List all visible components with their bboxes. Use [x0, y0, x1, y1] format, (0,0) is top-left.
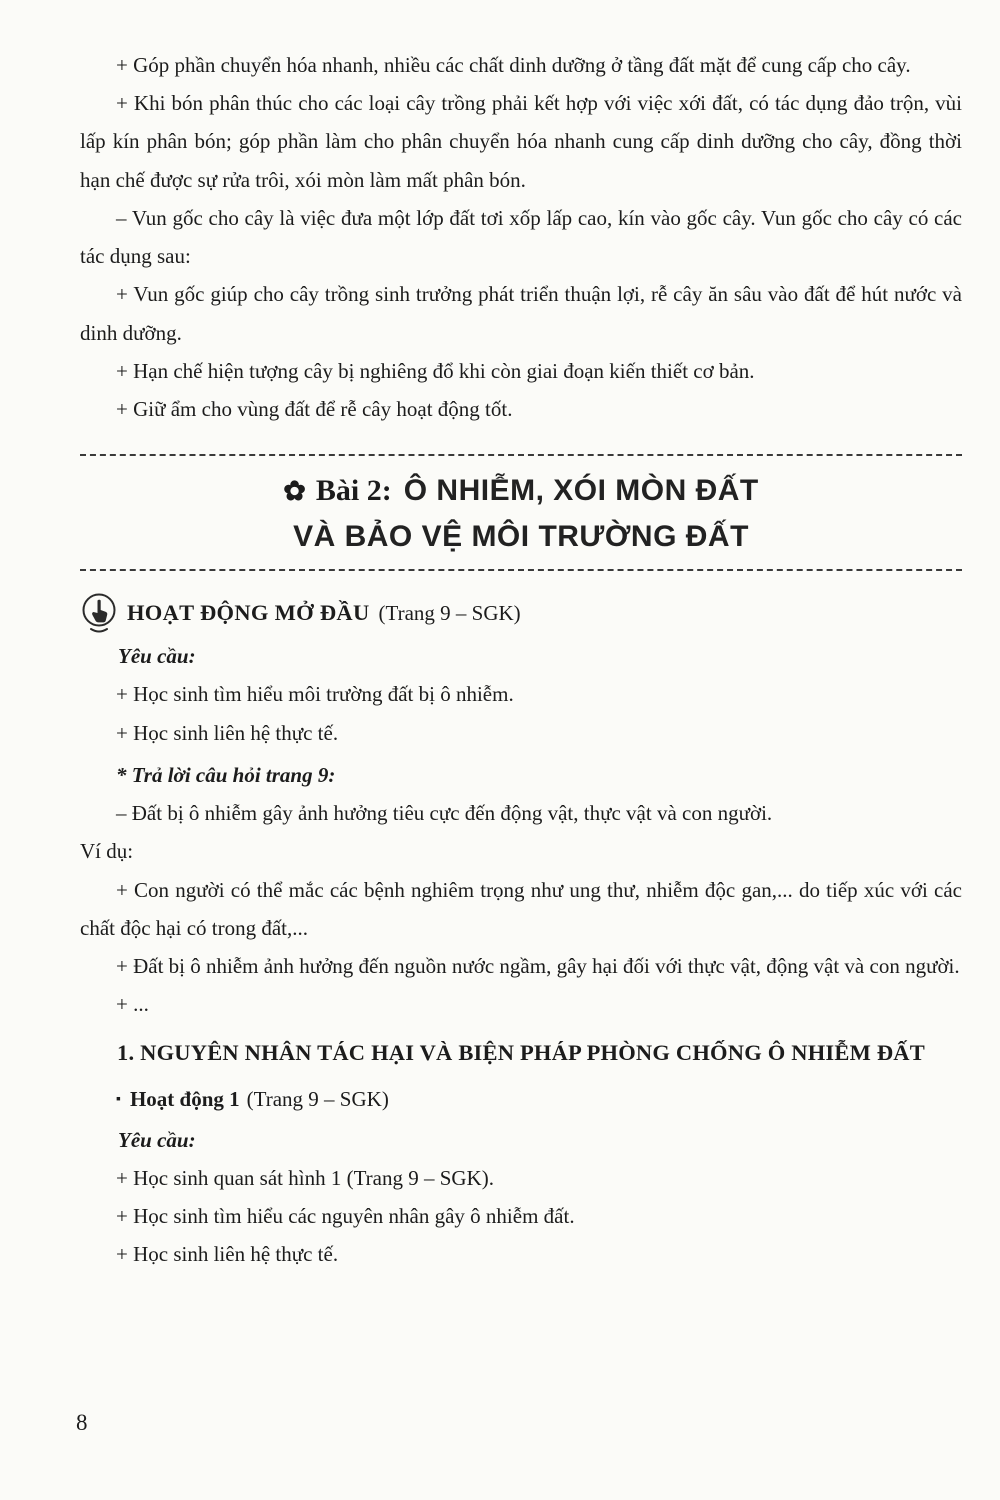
example-3: + ... — [116, 992, 149, 1017]
opening-requirement-2: + Học sinh liên hệ thực tế. — [116, 720, 339, 745]
activity1-ref: (Trang 9 – SGK) — [246, 1087, 389, 1112]
intro-paragraph-6: + Giữ ẩm cho vùng đất để rễ cây hoạt động tốt. — [116, 396, 513, 421]
answer-intro: – Đất bị ô nhiễm gây ảnh hưởng tiêu cực đến động vật, thực vật và con người. — [116, 801, 773, 826]
opening-requirement-label: Yêu cầu: — [118, 644, 196, 669]
activity1-title: Hoạt động 1 — [129, 1087, 240, 1112]
activity1-requirement-2: + Học sinh tìm hiểu các nguyên nhân gây ô nhiễm đất. — [116, 1203, 575, 1228]
lesson-number-label: Bài 2: — [315, 474, 392, 508]
example-2: + Đất bị ô nhiễm ảnh hưởng đến nguồn nước ngầm, gây hại đối với thực vật, động vật và con người. — [116, 953, 960, 978]
lesson-heading-line1 — [80, 472, 962, 510]
intro-paragraph-3: – Vun gốc cho cây là việc đưa một lớp đất tơi xốp lấp cao, kín vào gốc cây. Vun gốc cho cây có các tác dụng sau: — [80, 205, 962, 269]
lesson-heading — [80, 472, 962, 555]
intro-paragraph-2: + Khi bón phân thúc cho các loại cây trồng phải kết hợp với việc xới đất, có tác dụng đảo trộn, vùi lấp kín phân bón; góp phần làm cho phân chuyển hóa nhanh cung cấp dinh dưỡng cho cây, đồng thời hạn chế được sự rửa trôi, xói mòn làm mất phân bón. — [80, 91, 962, 192]
square-bullet-icon: ▪ — [116, 1092, 121, 1108]
activity1-header — [80, 1080, 962, 1118]
lesson-title-line1: Ô NHIỄM, XÓI MÒN ĐẤT — [403, 474, 759, 508]
opening-activity-ref: (Trang 9 – SGK) — [378, 600, 521, 625]
opening-activity-title: HOẠT ĐỘNG MỞ ĐẦU — [127, 600, 370, 626]
example-label: Ví dụ: — [80, 839, 134, 864]
divider-above-lesson-heading — [80, 454, 962, 456]
intro-paragraph-5: + Hạn chế hiện tượng cây bị nghiêng đổ khi còn giai đoạn kiến thiết cơ bản. — [116, 358, 755, 383]
example-1: + Con người có thể mắc các bệnh nghiêm trọng như ung thư, nhiễm độc gan,... do tiếp xúc với các chất độc hại có trong đất,... — [80, 877, 962, 940]
section1-heading: 1. NGUYÊN NHÂN TÁC HẠI VÀ BIỆN PHÁP PHÒNG CHỐNG Ô NHIỄM ĐẤT — [117, 1040, 925, 1066]
intro-paragraph-4: + Vun gốc giúp cho cây trồng sinh trưởng phát triển thuận lợi, rễ cây ăn sâu vào đất để hút nước và dinh dưỡng. — [80, 282, 962, 345]
divider-below-lesson-heading — [80, 569, 962, 571]
intro-paragraph-1: + Góp phần chuyển hóa nhanh, nhiều các chất dinh dưỡng ở tầng đất mặt để cung cấp cho cây. — [116, 53, 911, 77]
answer-label: * Trả lời câu hỏi trang 9: — [116, 762, 336, 787]
activity1-requirement-label: Yêu cầu: — [118, 1127, 196, 1152]
activity1-requirement-1: + Học sinh quan sát hình 1 (Trang 9 – SGK). — [116, 1165, 494, 1190]
hand-icon — [80, 591, 118, 635]
opening-requirement-1: + Học sinh tìm hiểu môi trường đất bị ô nhiễm. — [116, 682, 514, 707]
page-number: 8 — [76, 1410, 88, 1435]
opening-activity-header — [80, 591, 962, 635]
flower-icon: ✿ — [283, 476, 306, 507]
activity1-requirement-3: + Học sinh liên hệ thực tế. — [116, 1242, 339, 1267]
lesson-title-line2: VÀ BẢO VỆ MÔI TRƯỜNG ĐẤT — [293, 519, 749, 553]
